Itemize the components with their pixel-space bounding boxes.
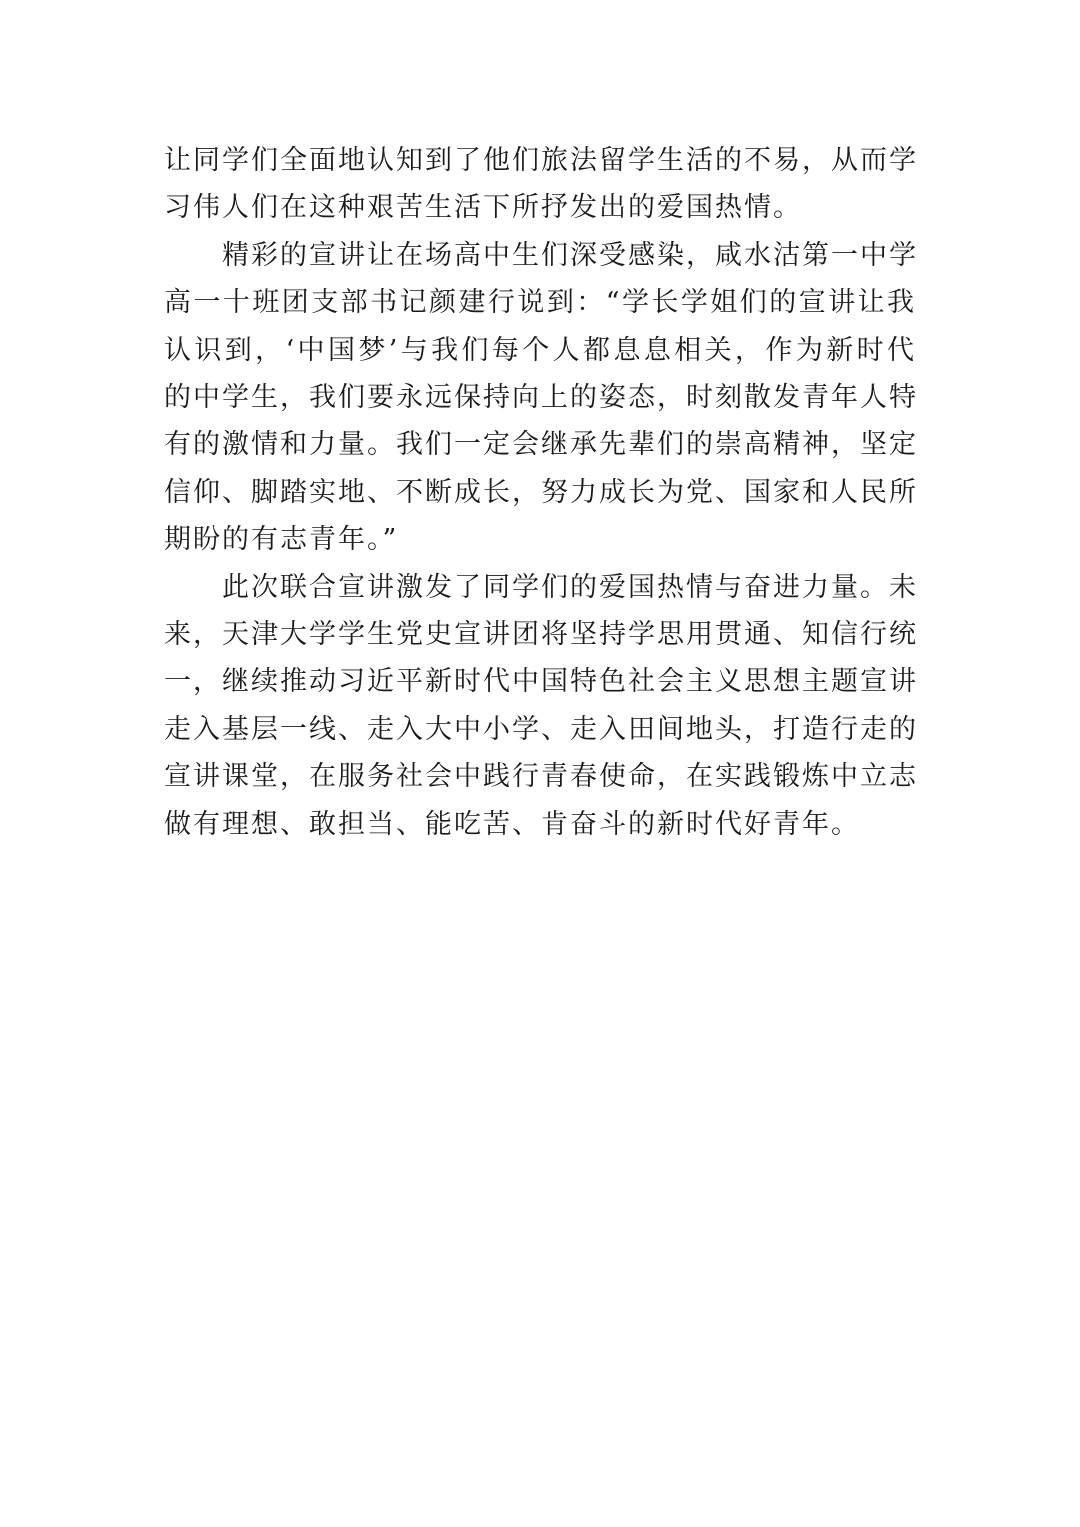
text-line: 高一十班团支部书记颜建行说到：“学长学姐们的宣讲让我 xyxy=(164,287,916,319)
text-line: 期盼的有志青年。” xyxy=(164,524,399,556)
text-line: 一，继续推动习近平新时代中国特色社会主义思想主题宣讲 xyxy=(164,666,918,698)
text-line: 的中学生，我们要永远保持向上的姿态，时刻散发青年人特 xyxy=(164,382,918,414)
text-line: 有的激情和力量。我们一定会继承先辈们的崇高精神，坚定 xyxy=(164,429,918,461)
paragraph-1 xyxy=(164,137,916,232)
document-body xyxy=(164,137,916,848)
text-line: 走入基层一线、走入大中小学、走入田间地头，打造行走的 xyxy=(164,713,918,745)
text-line: 来，天津大学学生党史宣讲团将坚持学思用贯通、知信行统 xyxy=(164,619,918,651)
text-line: 宣讲课堂，在服务社会中践行青春使命，在实践锻炼中立志 xyxy=(164,761,918,793)
text-line: 做有理想、敢担当、能吃苦、肯奋斗的新时代好青年。 xyxy=(164,808,860,840)
text-line: 精彩的宣讲让在场高中生们深受感染，咸水沽第一中学 xyxy=(164,239,918,271)
paragraph-2 xyxy=(164,232,916,564)
text-line: 认识到，‘中国梦’与我们每个人都息息相关，作为新时代 xyxy=(164,334,916,366)
text-line: 习伟人们在这种艰苦生活下所抒发出的爱国热情。 xyxy=(164,192,802,224)
text-line: 此次联合宣讲激发了同学们的爱国热情与奋进力量。未 xyxy=(164,571,918,603)
text-line: 信仰、脚踏实地、不断成长，努力成长为党、国家和人民所 xyxy=(164,476,918,508)
paragraph-3 xyxy=(164,564,916,848)
text-line: 让同学们全面地认知到了他们旅法留学生活的不易，从而学 xyxy=(164,145,918,176)
